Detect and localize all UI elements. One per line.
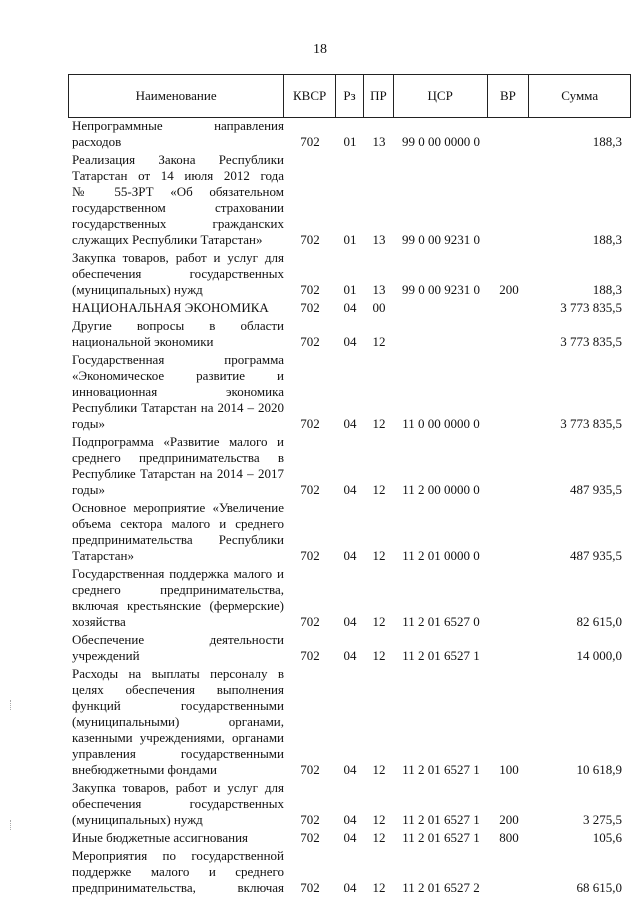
cell-kvsr: 702: [300, 482, 320, 497]
row-name: [72, 632, 284, 664]
cell-kvsr: 702: [300, 880, 320, 895]
cell-kvsr: 702: [300, 416, 320, 431]
row-name-line: Мероприятия по государственной: [72, 848, 284, 863]
table-header: [68, 74, 631, 118]
cell-vr: 100: [499, 762, 519, 777]
row-name-line: внебюджетными фондами: [72, 762, 217, 777]
cell-csr: 11 2 00 0000 0: [402, 482, 480, 497]
cell-csr: 11 0 00 0000 0: [402, 416, 480, 431]
cell-sum: 3 275,5: [583, 812, 622, 827]
cell-rz: 04: [343, 812, 357, 827]
row-name-line: хозяйства: [72, 614, 126, 629]
row-name: [72, 352, 284, 432]
cell-rz: 04: [343, 482, 357, 497]
header-pr: ПР: [364, 75, 394, 117]
row-name: [72, 830, 284, 846]
scan-mark: [10, 820, 13, 830]
header-rz: Рз: [336, 75, 364, 117]
cell-sum: 487 935,5: [570, 482, 622, 497]
cell-csr: 99 0 00 9231 0: [402, 282, 480, 297]
row-name-line: предпринимательства, включая: [72, 880, 284, 895]
cell-pr: 13: [372, 232, 386, 247]
table-row: [0, 300, 640, 316]
row-name: [72, 780, 284, 828]
row-name-line: целях обеспечения выполнения: [72, 682, 284, 697]
cell-rz: 01: [343, 134, 357, 149]
cell-vr: 800: [499, 830, 519, 845]
row-name: [72, 566, 284, 630]
cell-rz: 04: [343, 334, 357, 349]
cell-pr: 12: [372, 880, 386, 895]
row-name-line: расходов: [72, 134, 122, 149]
header-vr: ВР: [488, 75, 530, 117]
row-name-line: объема сектора малого и среднего: [72, 516, 284, 531]
cell-kvsr: 702: [300, 648, 320, 663]
table-row: [0, 848, 640, 896]
row-name-line: Закупка товаров, работ и услуг для: [72, 780, 284, 795]
row-name-line: Непрограммные направления: [72, 118, 284, 133]
cell-rz: 01: [343, 282, 357, 297]
cell-kvsr: 702: [300, 762, 320, 777]
cell-rz: 04: [343, 300, 357, 315]
row-name-line: (муниципальных) нужд: [72, 282, 203, 297]
cell-sum: 487 935,5: [570, 548, 622, 563]
table-row: [0, 250, 640, 298]
row-name: [72, 318, 284, 350]
cell-pr: 12: [372, 812, 386, 827]
row-name-line: казенными учреждениями, органами: [72, 730, 284, 745]
cell-pr: 13: [372, 134, 386, 149]
cell-csr: 11 2 01 0000 0: [402, 548, 480, 563]
row-name-line: Республике Татарстан на 2014 – 2017: [72, 466, 284, 481]
cell-csr: 99 0 00 0000 0: [402, 134, 480, 149]
cell-pr: 12: [372, 614, 386, 629]
cell-kvsr: 702: [300, 614, 320, 629]
cell-kvsr: 702: [300, 334, 320, 349]
row-name-line: Иные бюджетные ассигнования: [72, 830, 249, 845]
row-name-line: «Экономическое развитие и: [72, 368, 284, 383]
row-name-line: (муниципальными) органами,: [72, 714, 284, 729]
header-kvsr: КВСР: [284, 75, 336, 117]
cell-kvsr: 702: [300, 232, 320, 247]
row-name-line: поддержке малого и среднего: [72, 864, 284, 879]
row-name-line: Основное мероприятие «Увеличение: [72, 500, 284, 515]
scan-mark: [10, 700, 13, 710]
row-name-line: среднего предпринимательства в: [72, 450, 284, 465]
row-name-line: (муниципальных) нужд: [72, 812, 203, 827]
cell-kvsr: 702: [300, 548, 320, 563]
row-name-line: Государственная поддержка малого и: [72, 566, 284, 581]
table-row: [0, 566, 640, 630]
cell-pr: 12: [372, 548, 386, 563]
cell-sum: 188,3: [592, 282, 622, 297]
cell-vr: 200: [499, 812, 519, 827]
cell-kvsr: 702: [300, 812, 320, 827]
row-name-line: № 55-ЗРТ «Об обязательном: [72, 184, 284, 199]
row-name-line: управления государственными: [72, 746, 284, 761]
page-number: 18: [313, 42, 327, 57]
cell-csr: 11 2 01 6527 1: [402, 830, 480, 845]
table-row: [0, 434, 640, 498]
cell-csr: 11 2 01 6527 1: [402, 648, 480, 663]
table-row: [0, 632, 640, 664]
cell-rz: 04: [343, 548, 357, 563]
cell-csr: 11 2 01 6527 1: [402, 812, 480, 827]
cell-sum: 14 000,0: [576, 648, 622, 663]
row-name-line: годы»: [72, 416, 105, 431]
row-name-line: служащих Республики Татарстан»: [72, 232, 263, 247]
cell-sum: 188,3: [592, 232, 622, 247]
row-name-line: Реализация Закона Республики: [72, 152, 284, 167]
cell-kvsr: 702: [300, 282, 320, 297]
row-name-line: Закупка товаров, работ и услуг для: [72, 250, 284, 265]
row-name-line: Татарстан»: [72, 548, 134, 563]
cell-csr: 11 2 01 6527 1: [402, 762, 480, 777]
row-name-line: годы»: [72, 482, 105, 497]
cell-sum: 188,3: [592, 134, 622, 149]
row-name-line: Государственная программа: [72, 352, 284, 367]
cell-sum: 82 615,0: [576, 614, 622, 629]
table-row: [0, 118, 640, 150]
table-row: [0, 318, 640, 350]
table-row: [0, 500, 640, 564]
header-csr: ЦСР: [394, 75, 488, 117]
cell-sum: 3 773 835,5: [560, 416, 622, 431]
cell-pr: 12: [372, 334, 386, 349]
row-name: [72, 250, 284, 298]
row-name-line: Республики Татарстан на 2014 – 2020: [72, 400, 284, 415]
cell-pr: 12: [372, 648, 386, 663]
table-row: [0, 780, 640, 828]
row-name: [72, 666, 284, 778]
cell-vr: 200: [499, 282, 519, 297]
cell-pr: 12: [372, 482, 386, 497]
row-name-line: государственных гражданских: [72, 216, 284, 231]
cell-kvsr: 702: [300, 830, 320, 845]
row-name-line: функций государственными: [72, 698, 284, 713]
cell-rz: 04: [343, 880, 357, 895]
cell-sum: 3 773 835,5: [560, 300, 622, 315]
cell-rz: 04: [343, 416, 357, 431]
row-name-line: Другие вопросы в области: [72, 318, 284, 333]
table-row: [0, 352, 640, 432]
row-name-line: предпринимательства Республики: [72, 532, 284, 547]
cell-pr: 12: [372, 416, 386, 431]
row-name-line: государственном страховании: [72, 200, 284, 215]
row-name-line: обеспечения государственных: [72, 266, 284, 281]
header-sum: Сумма: [561, 88, 599, 103]
cell-sum: 68 615,0: [576, 880, 622, 895]
cell-pr: 12: [372, 762, 386, 777]
row-name: [72, 434, 284, 498]
cell-sum: 3 773 835,5: [560, 334, 622, 349]
row-name: [72, 300, 284, 316]
table-row: [0, 830, 640, 846]
cell-rz: 04: [343, 762, 357, 777]
cell-rz: 04: [343, 614, 357, 629]
row-name-line: Расходы на выплаты персоналу в: [72, 666, 284, 681]
cell-sum: 10 618,9: [576, 762, 622, 777]
cell-rz: 04: [343, 830, 357, 845]
header-name: Наименование: [69, 75, 284, 117]
row-name-line: включая крестьянские (фермерские): [72, 598, 284, 613]
cell-rz: 04: [343, 648, 357, 663]
cell-pr: 00: [372, 300, 386, 315]
table-row: [0, 666, 640, 778]
row-name-line: НАЦИОНАЛЬНАЯ ЭКОНОМИКА: [72, 300, 269, 315]
row-name-line: обеспечения государственных: [72, 796, 284, 811]
row-name: [72, 848, 284, 896]
row-name-line: учреждений: [72, 648, 140, 663]
cell-rz: 01: [343, 232, 357, 247]
row-name-line: Обеспечение деятельности: [72, 632, 284, 647]
row-name-line: Татарстан от 14 июля 2012 года: [72, 168, 284, 183]
cell-csr: 99 0 00 9231 0: [402, 232, 480, 247]
cell-csr: 11 2 01 6527 2: [402, 880, 480, 895]
cell-csr: 11 2 01 6527 0: [402, 614, 480, 629]
cell-sum: 105,6: [592, 830, 622, 845]
row-name: [72, 152, 284, 248]
table-row: [0, 152, 640, 248]
cell-kvsr: 702: [300, 134, 320, 149]
row-name: [72, 500, 284, 564]
row-name-line: среднего предпринимательства,: [72, 582, 284, 597]
cell-pr: 13: [372, 282, 386, 297]
row-name-line: инновационная экономика: [72, 384, 284, 399]
cell-kvsr: 702: [300, 300, 320, 315]
cell-pr: 12: [372, 830, 386, 845]
row-name-line: национальной экономики: [72, 334, 214, 349]
row-name: [72, 118, 284, 150]
table-body: [0, 118, 640, 905]
row-name-line: Подпрограмма «Развитие малого и: [72, 434, 284, 449]
